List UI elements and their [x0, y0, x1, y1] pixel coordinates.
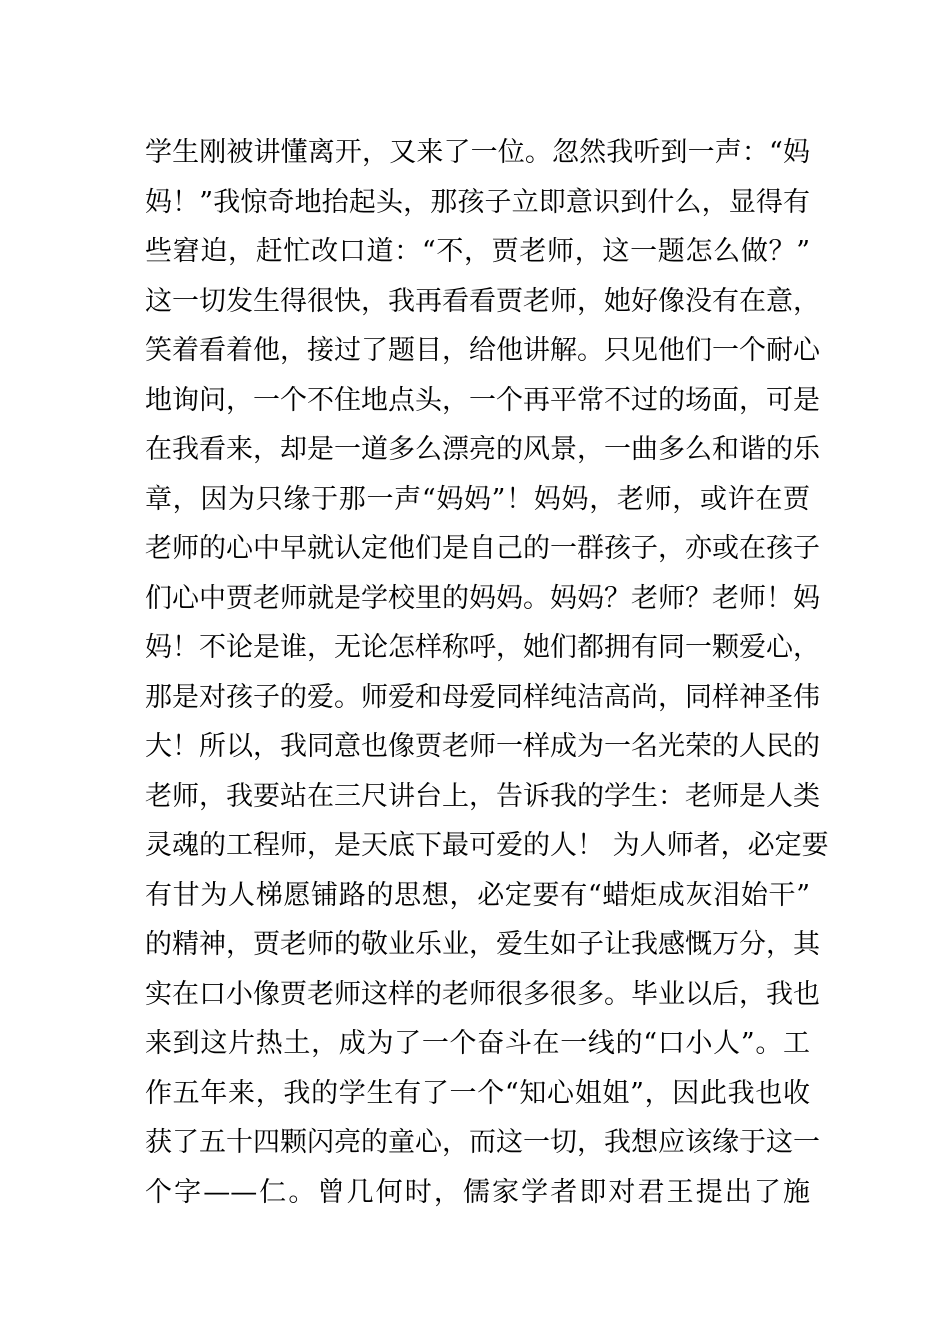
text-line: 大！所以，我同意也像贾老师一样成为一名光荣的人民的 [145, 731, 820, 762]
text-line: 们心中贾老师就是学校里的妈妈。妈妈？老师？老师！妈 [145, 582, 820, 614]
text-line: 这一切发生得很快，我再看看贾老师，她好像没有在意， [145, 285, 820, 317]
text-line: 地询问，一个不住地点头，一个再平常不过的场面，可是 [145, 384, 820, 416]
text-line: 有甘为人梯愿铺路的思想，必定要有“蜡炬成灰泪始干” [145, 879, 810, 911]
text-line: 作五年来，我的学生有了一个“知心姐姐”，因此我也收 [145, 1077, 810, 1109]
text-line: 些窘迫，赶忙改口道：“不，贾老师，这一题怎么做？” [145, 236, 810, 267]
text-line: 在我看来，却是一道多么漂亮的风景，一曲多么和谐的乐 [145, 434, 820, 465]
text-line: 的精神，贾老师的敬业乐业，爱生如子让我感慨万分，其 [145, 929, 820, 960]
text-line: 来到这片热土，成为了一个奋斗在一线的“口小人”。工 [145, 1028, 810, 1059]
text-line: 妈！不论是谁，无论怎样称呼，她们都拥有同一颗爱心， [145, 632, 820, 663]
text-line: 老师，我要站在三尺讲台上，告诉我的学生：老师是人类 [145, 780, 820, 812]
text-line: 学生刚被讲懂离开，又来了一位。忽然我听到一声：“妈 [145, 137, 810, 168]
text-line: 章，因为只缘于那一声“妈妈”！妈妈，老师，或许在贾 [145, 483, 810, 515]
body-text [145, 128, 829, 1217]
text-line: 个字——仁。曾几何时，儒家学者即对君王提出了施 [145, 1176, 810, 1208]
text-line: 灵魂的工程师，是天底下最可爱的人！ 为人师者，必定要 [145, 830, 829, 861]
text-line: 获了五十四颗闪亮的童心，而这一切，我想应该缘于这一 [145, 1127, 820, 1158]
text-line: 实在口小像贾老师这样的老师很多很多。毕业以后，我也 [145, 978, 820, 1010]
text-line: 妈！”我惊奇地抬起头，那孩子立即意识到什么，显得有 [145, 186, 810, 218]
text-line: 那是对孩子的爱。师爱和母爱同样纯洁高尚，同样神圣伟 [145, 681, 820, 713]
text-line: 笑着看着他，接过了题目，给他讲解。只见他们一个耐心 [145, 335, 820, 366]
text-line: 老师的心中早就认定他们是自己的一群孩子，亦或在孩子 [145, 533, 820, 564]
